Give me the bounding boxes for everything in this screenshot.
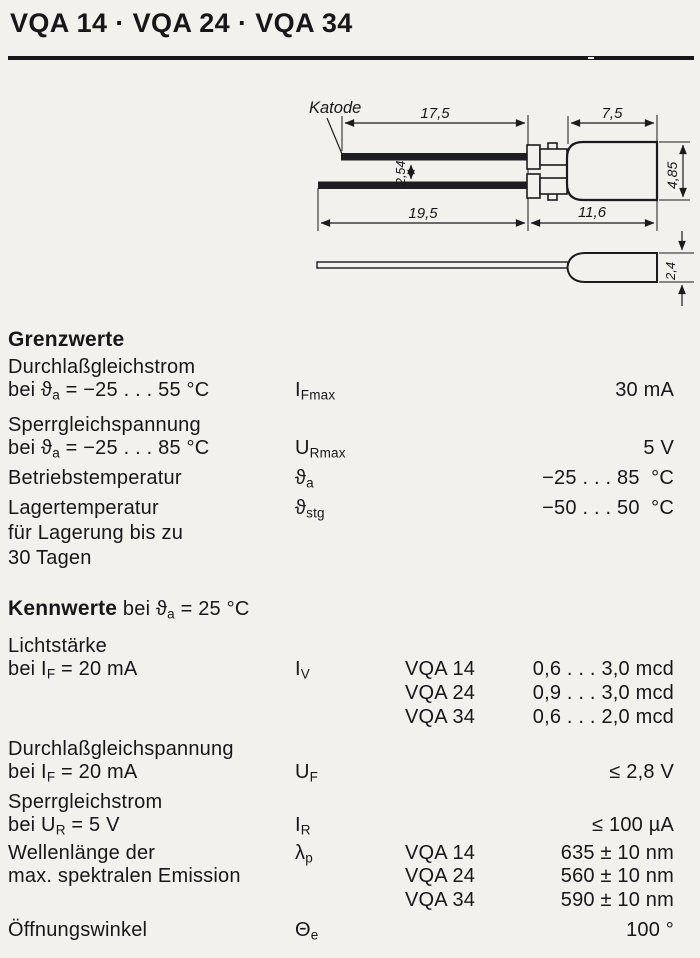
dimension-label-19-5: 19,5 [408,205,438,222]
led-body-top-view [567,142,657,200]
param-label: Sperrgleichstrom [8,791,163,813]
param-condition: bei $I_F = 20$ mA [8,658,138,682]
param-value: ≤ 2,8 V [609,761,674,783]
param-condition: bei $ϑ_a = -25$ . . . 85 °C [8,437,210,461]
param-label-line2: für Lagerung bis zu [8,522,184,544]
dimension-label-2-4: 2,4 [663,261,678,280]
led-leads-top-view [318,153,528,189]
dimension-label-11-6: 11,6 [577,204,607,221]
title-rule-gap [588,57,594,59]
param-symbol: $I_{Fmax}$ [295,379,336,403]
param-label: Öffnungswinkel [8,919,148,941]
param-label: Lichtstärke [8,635,107,657]
param-type: VQA 34 [405,889,476,911]
param-value: 100 ° [626,919,674,941]
param-value: −25 . . . 85 °C [542,467,674,489]
param-value: ≤ 100 µA [592,814,674,836]
param-value: 635 ± 10 nm [560,842,674,864]
param-value: 560 ± 10 nm [560,865,674,887]
param-symbol: $I_V$ [295,658,310,682]
param-label: Durchlaßgleichstrom [8,356,196,378]
param-type: VQA 24 [405,682,476,704]
katode-leader-line [327,118,342,154]
param-symbol: $\Theta_e$ [295,919,319,943]
param-condition: bei $I_F = 20$ mA [8,761,138,785]
param-type: VQA 34 [405,706,476,728]
param-symbol: $I_R$ [295,814,311,838]
led-side-view [317,253,657,282]
dimension-label-7-5: 7,5 [601,105,623,122]
katode-label: Katode [309,99,362,117]
package-drawing [285,85,700,320]
param-label-line3: 30 Tagen [8,547,92,569]
param-label: Betriebstemperatur [8,467,182,489]
page-title: VQA 14 · VQA 24 · VQA 34 [10,8,353,38]
param-symbol: $ϑ_{stg}$ [295,497,325,521]
param-value: 0,9 . . . 3,0 mcd [532,682,674,704]
param-value: 30 mA [615,379,674,401]
lead-anchors [527,143,567,200]
param-type: VQA 14 [405,658,476,680]
param-label-line2: max. spektralen Emission [8,865,241,887]
param-label: Sperrgleichspannung [8,414,201,436]
param-value: 0,6 . . . 3,0 mcd [532,658,674,680]
param-symbol: $U_{Rmax}$ [295,437,346,461]
param-value: 590 ± 10 nm [560,889,674,911]
param-label: Wellenlänge der [8,842,156,864]
param-value: 0,6 . . . 2,0 mcd [532,706,674,728]
param-type: VQA 14 [405,842,476,864]
section-heading-kennwerte: Kennwerte bei $ϑ_a = 25$ °C [8,597,250,622]
param-symbol: $ϑ_a$ [295,467,314,491]
section-heading-grenzwerte: Grenzwerte [8,328,125,351]
param-symbol: $U_F$ [295,761,319,785]
param-label: Durchlaßgleichspannung [8,738,234,760]
dimension-label-2-54: 2,54 [394,160,408,185]
param-condition: bei $ϑ_a = -25$ . . . 55 °C [8,379,210,403]
param-value: 5 V [643,437,674,459]
param-value: −50 . . . 50 °C [542,497,674,519]
dimension-label-4-85: 4,85 [664,161,680,189]
param-condition: bei $U_R = 5$ V [8,814,120,838]
dimension-label-17-5: 17,5 [420,105,450,122]
param-label: Lagertemperatur [8,497,159,519]
param-type: VQA 24 [405,865,476,887]
param-symbol: $\lambda_p$ [295,842,313,866]
